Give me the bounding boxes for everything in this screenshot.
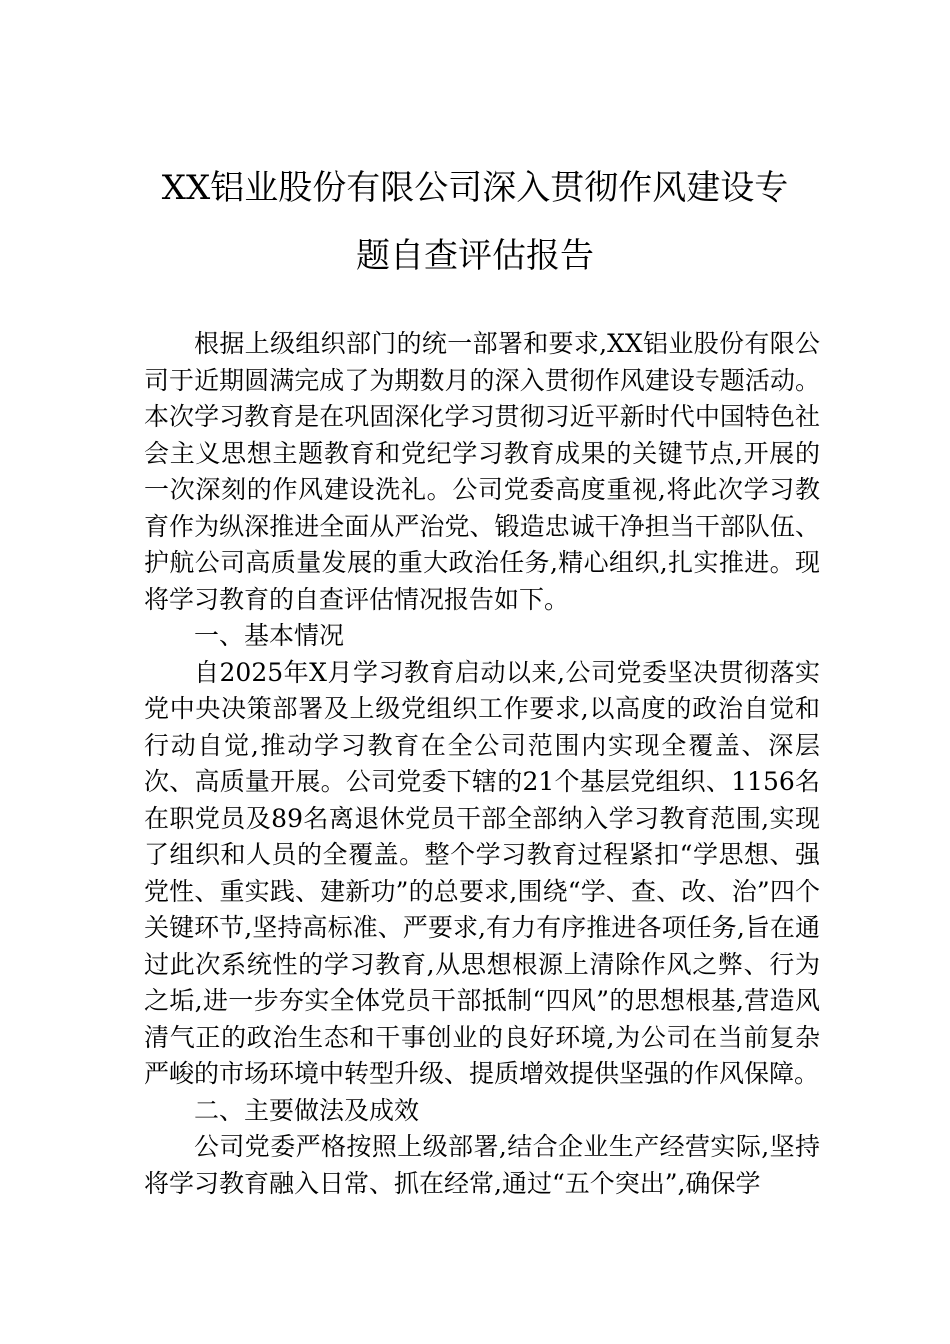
document-title-line-2: 题自查评估报告 (356, 236, 594, 276)
section-2-paragraph: 公司党委严格按照上级部署,结合企业生产经营实际,坚持将学习教育融入日常、抓在经常,通过“五个突出”,确保学 (144, 1132, 820, 1198)
section-1-paragraph: 自2025年X月学习教育启动以来,公司党委坚决贯彻落实党中央决策部署及上级党组织工作要求,以高度的政治自觉和行动自觉,推动学习教育在全公司范围内实现全覆盖、深层次、高质量开展。公司党委下辖的21个基层党组织、1156名在职党员及89名离退休党员干部全部纳入学习教育范围,实现了组织和人员的全覆盖。整个学习教育过程紧扣“学思想、强党性、重实践、建新功”的总要求,围绕“学、查、改、治”四个关键环节,坚持高标准、严要求,有力有序推进各项任务,旨在通过此次系统性的学习教育,从思想根源上清除作风之弊、行为之垢,进一步夯实全体党员干部抵制“四风”的思想根基,营造风清气正的政治生态和干事创业的良好环境,为公司在当前复杂严峻的市场环境中转型升级、提质增效提供坚强的作风保障。 (144, 657, 820, 1088)
document-title-line-1: XX铝业股份有限公司深入贯彻作风建设专 (161, 168, 789, 208)
section-2-heading: 二、主要做法及成效 (194, 1095, 420, 1125)
document-body (144, 326, 820, 1202)
intro-paragraph: 根据上级组织部门的统一部署和要求,XX铝业股份有限公司于近期圆满完成了为期数月的深入贯彻作风建设专题活动。本次学习教育是在巩固深化学习贯彻习近平新时代中国特色社会主义思想主题教育和党纪学习教育成果的关键节点,开展的一次深刻的作风建设洗礼。公司党委高度重视,将此次学习教育作为纵深推进全面从严治党、锻造忠诚干净担当干部队伍、护航公司高质量发展的重大政治任务,精心组织,扎实推进。现将学习教育的自查评估情况报告如下。 (144, 329, 820, 614)
section-1-heading: 一、基本情况 (194, 621, 345, 650)
